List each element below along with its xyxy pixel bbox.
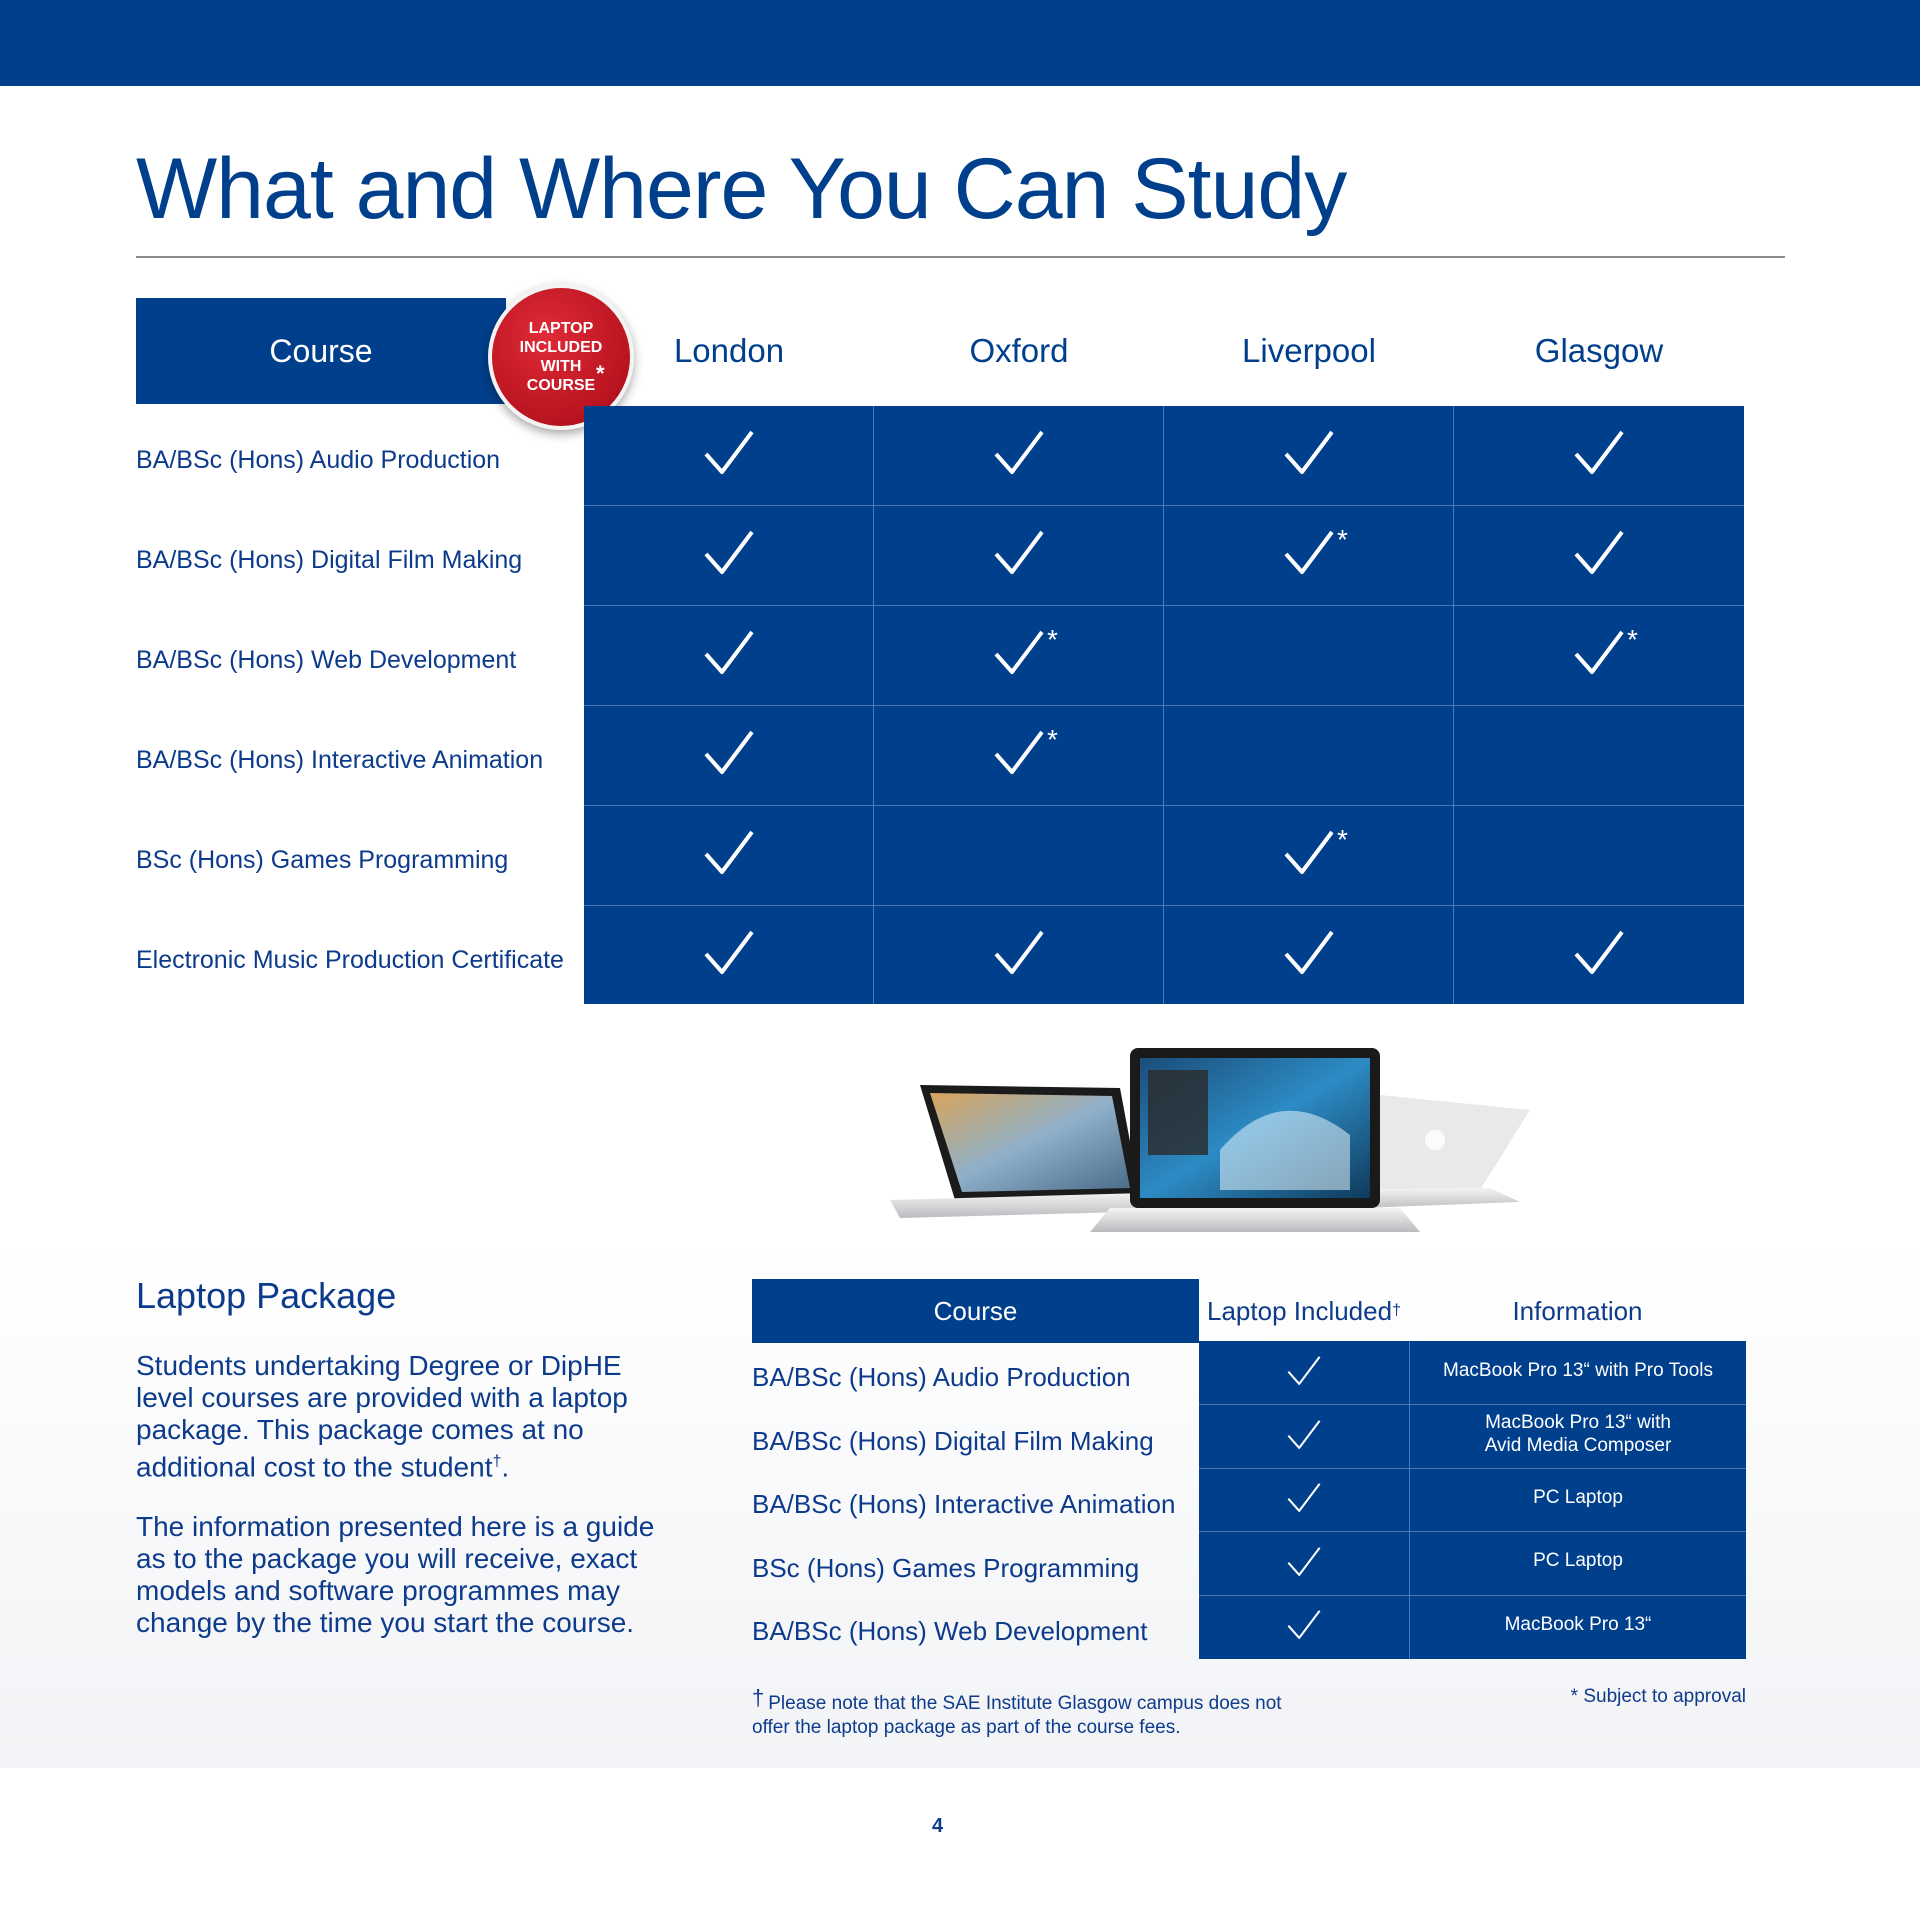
check-icon [1287,1355,1321,1387]
check-icon [1574,530,1624,576]
badge-line: INCLUDED [519,339,603,356]
dagger-mark: † [1392,1302,1401,1319]
check-icon [1574,630,1624,676]
dagger-mark: † [752,1685,765,1710]
info-line: MacBook Pro 13“ with Pro Tools [1443,1360,1713,1381]
laptop-course-label: BSc (Hons) Games Programming [752,1553,1140,1583]
course-row-label: BSc (Hons) Games Programming [136,845,509,874]
laptop-package-title: Laptop Package [136,1275,397,1316]
check-icon [704,530,754,576]
approval-asterisk: * [1047,624,1058,655]
city-header-glasgow: Glasgow [1534,332,1664,369]
laptop-info-cell [1410,1613,1746,1636]
check-icon [1284,830,1334,876]
top-banner [0,0,1920,86]
title-rule [136,256,1785,258]
availability-cell [584,606,874,705]
laptop-course-label: BA/BSc (Hons) Digital Film Making [752,1426,1154,1456]
check-icon [994,430,1044,476]
footnote-line: Please note that the SAE Institute Glasgow campus does not [768,1693,1282,1714]
city-header-oxford: Oxford [969,332,1069,369]
availability-cell [584,806,874,905]
badge-line: COURSE [526,377,596,394]
study-grid [584,406,1744,1004]
city-header-liverpool: Liverpool [1242,332,1376,369]
check-icon [994,630,1044,676]
paragraph-text: Students undertaking Degree or DipHE level courses are provided with a laptop package. This package comes at no additional cost to the student [136,1350,628,1483]
approval-asterisk: * [1337,824,1348,855]
check-icon [1574,930,1624,976]
grid-divider [1199,1595,1746,1596]
check-icon [1287,1609,1321,1641]
check-icon [1284,930,1334,976]
availability-cell [1164,806,1454,905]
laptop-included-header [1199,1279,1409,1343]
approval-note: * Subject to approval [1570,1686,1746,1707]
laptop-info-cell [1410,1486,1746,1509]
course-row-label: BA/BSc (Hons) Digital Film Making [136,545,523,574]
availability-cell [1454,906,1744,1005]
availability-cell [1454,606,1744,705]
dagger-mark: † [492,1453,502,1470]
approval-asterisk: * [1627,624,1638,655]
check-icon [704,830,754,876]
page-title: What and Where You Can Study [136,141,1347,237]
availability-cell [584,406,874,505]
check-icon [994,530,1044,576]
approval-asterisk: * [1337,524,1348,555]
info-line: Avid Media Composer [1484,1435,1672,1456]
laptop-info-cell [1410,1549,1746,1572]
laptop-image [880,1040,1580,1240]
laptop-course-label: BA/BSc (Hons) Interactive Animation [752,1489,1176,1519]
info-line: MacBook Pro 13“ with [1485,1412,1671,1433]
badge-line: LAPTOP [528,320,594,337]
page-number: 4 [931,1815,944,1837]
check-icon [994,730,1044,776]
laptop-course-label: BA/BSc (Hons) Web Development [752,1616,1148,1646]
laptop-included-label: Laptop Included [1207,1295,1393,1326]
availability-cell [874,706,1164,805]
information-header: Information [1512,1295,1643,1326]
check-icon [1284,530,1334,576]
approval-asterisk: * [1047,724,1058,755]
glasgow-footnote [752,1686,1312,1740]
badge-line: WITH [540,358,582,375]
grid-divider [1199,1531,1746,1532]
grid-divider [1199,1468,1746,1469]
course-row-label: BA/BSc (Hons) Audio Production [136,445,501,474]
info-line: PC Laptop [1533,1550,1623,1571]
badge-asterisk: * [596,361,605,386]
availability-cell [1164,706,1454,805]
availability-cell [874,806,1164,905]
check-icon [994,930,1044,976]
check-icon [704,630,754,676]
course-column-header: Course [136,298,506,404]
laptop-package-disclaimer: The information presented here is a guide as to the package you will receive, exact models and software programmes may change by the time you start the course. [136,1511,655,1638]
availability-cell [1164,906,1454,1005]
info-line: PC Laptop [1533,1487,1623,1508]
availability-cell [1454,506,1744,605]
footnote-line: offer the laptop package as part of the course fees. [752,1717,1181,1738]
availability-cell [874,906,1164,1005]
grid-divider [1199,1404,1746,1405]
availability-cell [584,906,874,1005]
laptop-course-label: BA/BSc (Hons) Audio Production [752,1362,1131,1392]
course-row-label: BA/BSc (Hons) Interactive Animation [136,745,544,774]
course-row-label: BA/BSc (Hons) Web Development [136,645,517,674]
availability-cell [1164,606,1454,705]
availability-cell [584,706,874,805]
laptop-table-course-header: Course [752,1279,1199,1343]
check-icon [1287,1419,1321,1451]
laptop-info-cell [1410,1359,1746,1382]
check-icon [1574,430,1624,476]
check-icon [704,930,754,976]
availability-cell [1164,406,1454,505]
info-line: MacBook Pro 13“ [1504,1614,1652,1635]
laptop-info-cell [1410,1411,1746,1457]
course-row-label: Electronic Music Production Certificate [136,945,564,974]
availability-cell [874,606,1164,705]
availability-cell [874,506,1164,605]
check-icon [1287,1482,1321,1514]
availability-cell [1164,506,1454,605]
laptop-package-paragraph [136,1350,676,1483]
availability-cell [1454,406,1744,505]
check-icon [1287,1546,1321,1578]
check-icon [1284,430,1334,476]
check-icon [704,430,754,476]
availability-cell [1454,806,1744,905]
city-header-london: London [673,332,785,369]
check-icon [704,730,754,776]
availability-cell [1454,706,1744,805]
paragraph-end: . [501,1451,510,1483]
availability-cell [584,506,874,605]
availability-cell [874,406,1164,505]
